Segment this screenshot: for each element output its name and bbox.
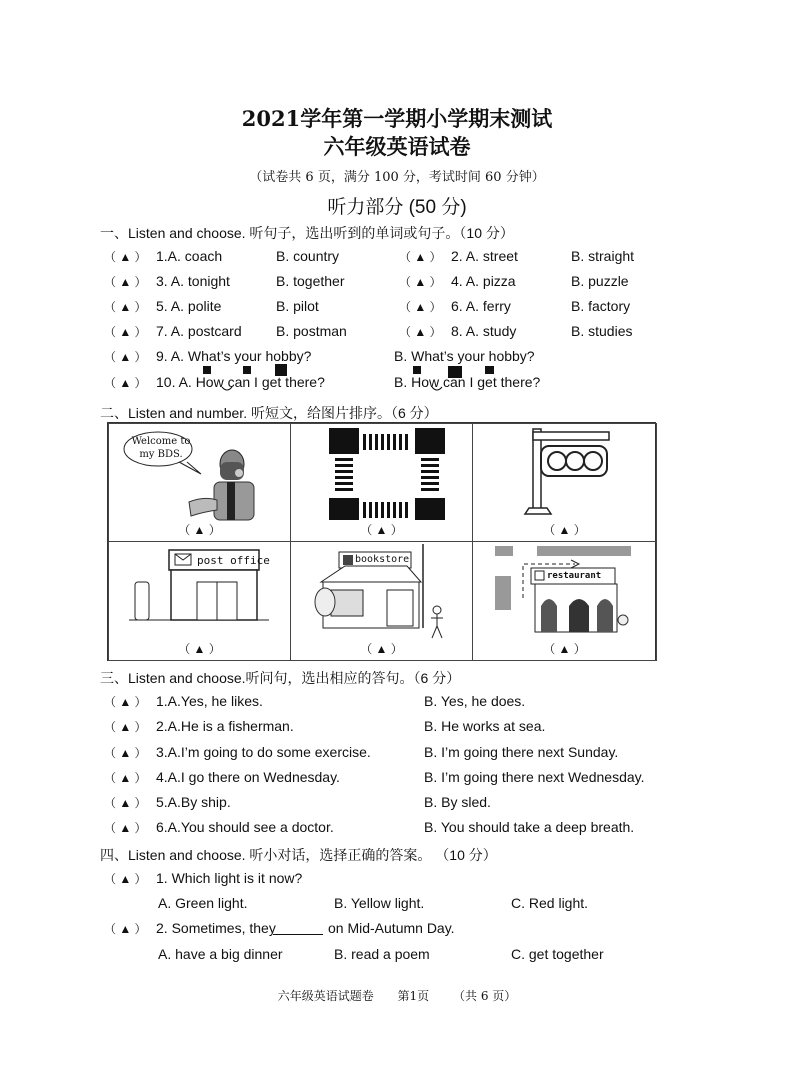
answer-blank[interactable]: （ ▲ ） (104, 325, 147, 339)
option-a: 1.A.Yes, he likes. (156, 693, 263, 709)
option-a: 7. A. postcard (156, 323, 242, 339)
option-a: 5. A. polite (156, 298, 222, 314)
option-a: 8. A. study (451, 323, 517, 339)
option-b: B. Yellow light. (334, 895, 425, 911)
answer-blank[interactable]: （ ▲ ） (104, 695, 147, 709)
picture-answer[interactable]: （ ▲ ） (543, 523, 586, 537)
option-b: B. pilot (276, 298, 319, 314)
option-a: 2.A.He is a fisherman. (156, 718, 294, 734)
speech-bubble-text: Welcome to my BDS. (131, 436, 191, 460)
stress-marks (0, 0, 794, 400)
option-a: 4.A.I go there on Wednesday. (156, 769, 340, 785)
answer-blank[interactable]: （ ▲ ） (104, 376, 147, 390)
option-b: B. He works at sea. (424, 718, 546, 734)
picture-answer[interactable]: （ ▲ ） (178, 642, 221, 656)
option-c: C. Red light. (511, 895, 589, 911)
option-b: B. By sled. (424, 794, 491, 810)
answer-blank[interactable]: （ ▲ ） (104, 746, 147, 760)
answer-blank[interactable]: （ ▲ ） (104, 250, 147, 264)
option-a: 3.A.I’m going to do some exercise. (156, 744, 371, 760)
option-c: C. get together (511, 946, 604, 962)
section-1-heading: 一、Listen and choose. 听句子，选出听到的单词或句子。（10 分） (100, 225, 514, 241)
option-b: B. How can I get there? (394, 374, 541, 390)
answer-blank[interactable]: （ ▲ ） (104, 275, 147, 289)
option-a: 6.A.You should see a doctor. (156, 819, 334, 835)
exam-title: 2021学年第一学期小学期末测试 (241, 106, 553, 131)
option-b: B. I’m going there next Wednesday. (424, 769, 645, 785)
picture-traffic-light (472, 423, 657, 542)
question-text-end: on Mid-Autumn Day. (328, 920, 455, 936)
picture-answer[interactable]: （ ▲ ） (178, 523, 221, 537)
option-b: B. together (276, 273, 345, 289)
option-b: B. Yes, he does. (424, 693, 526, 709)
answer-blank[interactable]: （ ▲ ） (399, 325, 442, 339)
picture-restaurant (472, 541, 657, 661)
answer-blank[interactable]: （ ▲ ） (399, 300, 442, 314)
option-a: 5.A.By ship. (156, 794, 231, 810)
option-a: 9. A. What’s your hobby? (156, 348, 312, 364)
option-a: 6. A. ferry (451, 298, 511, 314)
picture-robot (108, 423, 291, 542)
option-b: B. straight (571, 248, 635, 264)
part-heading: 听力部分 (50 分) (327, 197, 467, 218)
page-footer (0, 987, 794, 1004)
answer-blank[interactable]: （ ▲ ） (399, 250, 442, 264)
answer-blank[interactable]: （ ▲ ） (104, 350, 147, 364)
picture-post-office (108, 541, 291, 661)
picture-answer[interactable]: （ ▲ ） (543, 642, 586, 656)
post-office-sign: post office (197, 554, 270, 567)
option-a: A. Green light. (158, 895, 248, 911)
option-b: B. postman (276, 323, 347, 339)
question-text: 1. Which light is it now? (156, 870, 303, 886)
answer-blank[interactable]: （ ▲ ） (104, 720, 147, 734)
section-2-heading: 二、Listen and number. 听短文，给图片排序。（6 分） (100, 405, 438, 421)
option-b: B. You should take a deep breath. (424, 819, 635, 835)
fill-in-blank (273, 922, 323, 935)
picture-answer[interactable]: （ ▲ ） (360, 642, 403, 656)
option-a: 1.A. coach (156, 248, 223, 264)
option-a: 4. A. pizza (451, 273, 516, 289)
section-4-heading: 四、Listen and choose. 听小对话，选择正确的答案。 （10 分） (100, 847, 497, 863)
option-a: 3. A. tonight (156, 273, 230, 289)
answer-blank[interactable]: （ ▲ ） (104, 796, 147, 810)
answer-blank[interactable]: （ ▲ ） (104, 922, 147, 936)
picture-bookstore (290, 541, 473, 661)
footer-exam-name: 六年级英语试题卷 (277, 989, 374, 1003)
answer-blank[interactable]: （ ▲ ） (104, 821, 147, 835)
answer-blank[interactable]: （ ▲ ） (399, 275, 442, 289)
exam-note: （试卷共 6 页，满分 100 分，考试时间 60 分钟） (249, 170, 545, 185)
answer-blank[interactable]: （ ▲ ） (104, 300, 147, 314)
option-a: A. have a big dinner (158, 946, 283, 962)
answer-blank[interactable]: （ ▲ ） (104, 872, 147, 886)
footer-total-pages: （共 6 页） (453, 989, 517, 1003)
option-b: B. What’s your hobby? (394, 348, 535, 364)
restaurant-sign: restaurant (547, 571, 602, 581)
exam-subtitle: 六年级英语试卷 (323, 134, 471, 159)
section-3-heading: 三、Listen and choose.听问句，选出相应的答句。（6 分） (100, 670, 461, 686)
answer-blank[interactable]: （ ▲ ） (104, 771, 147, 785)
picture-answer[interactable]: （ ▲ ） (360, 523, 403, 537)
option-b: B. read a poem (334, 946, 430, 962)
bookstore-sign: bookstore (355, 554, 410, 565)
option-b: B. puzzle (571, 273, 629, 289)
option-a: 2. A. street (451, 248, 518, 264)
picture-crosswalk (290, 423, 473, 542)
question-text-start: 2. Sometimes, they (156, 920, 276, 936)
option-a: 10. A. How can I get there? (156, 374, 325, 390)
footer-page-number: 第1页 (397, 989, 430, 1003)
option-b: B. studies (571, 323, 633, 339)
option-b: B. factory (571, 298, 631, 314)
option-b: B. I’m going there next Sunday. (424, 744, 619, 760)
option-b: B. country (276, 248, 340, 264)
picture-grid (107, 422, 656, 661)
